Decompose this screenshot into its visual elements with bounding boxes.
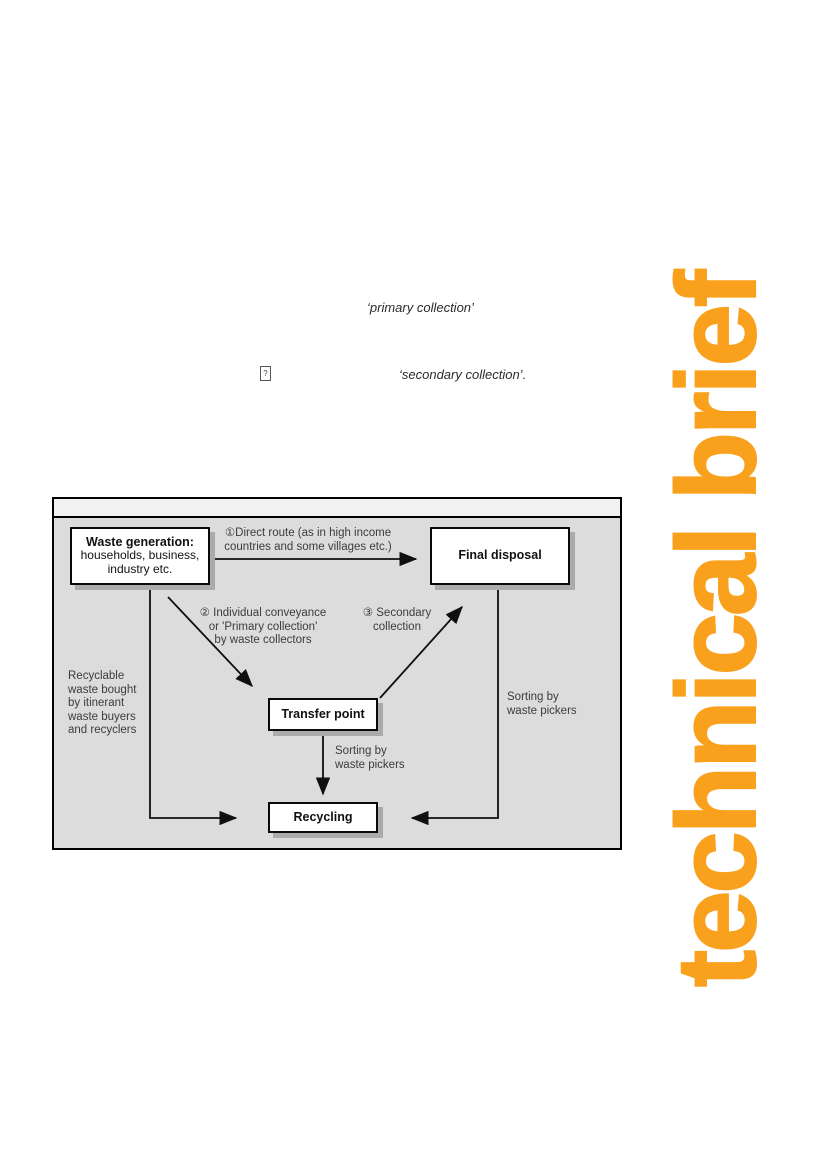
node-recycling <box>268 802 378 833</box>
figure-header-strip <box>54 499 620 518</box>
node-waste-generation <box>70 527 210 585</box>
vertical-masthead-title: technical brief <box>654 272 779 988</box>
recycling-title: Recycling <box>293 809 353 824</box>
waste-generation-title: Waste generation: <box>86 534 194 549</box>
figure-body <box>54 518 620 848</box>
label-sorting-right: Sorting by waste pickers <box>507 691 577 717</box>
label-recyclable-route: Recyclable waste bought by itinerant waste buyers and recyclers <box>68 670 137 736</box>
label-individual-conveyance: ② Individual conveyance or 'Primary collection' by waste collectors <box>199 607 327 646</box>
transfer-point-title: Transfer point <box>281 706 365 721</box>
label-secondary-collection: ③ Secondary collection <box>362 607 432 633</box>
node-transfer-point <box>268 698 378 731</box>
missing-glyph-box-icon: ? <box>260 366 271 381</box>
primary-collection-fragment: ‘primary collection’ <box>367 300 474 315</box>
waste-generation-line2: households, business, <box>80 548 200 563</box>
final-disposal-title: Final disposal <box>458 548 542 563</box>
waste-flow-figure <box>52 497 622 850</box>
waste-generation-line3: industry etc. <box>107 561 173 576</box>
node-final-disposal <box>430 527 570 585</box>
label-direct-route: ①Direct route (as in high income countries and some villages etc.) <box>224 527 392 553</box>
secondary-collection-fragment: ‘secondary collection’. <box>399 367 527 382</box>
label-sorting-mid: Sorting by waste pickers <box>335 745 405 771</box>
